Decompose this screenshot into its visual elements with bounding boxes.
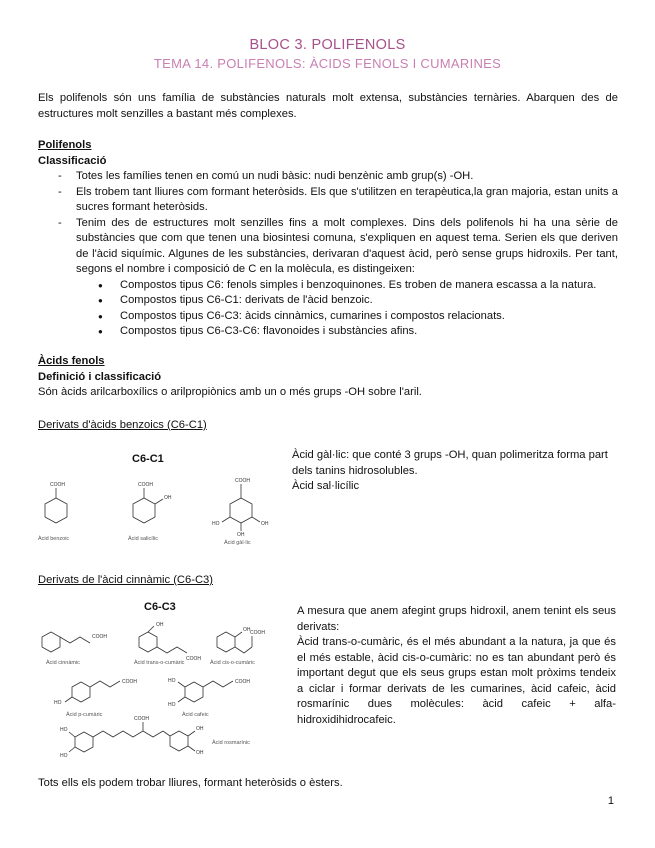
- cooh-label: COOH: [134, 716, 149, 722]
- document-title: BLOC 3. POLIFENOLS: [249, 37, 406, 53]
- oh-label: OH: [261, 521, 269, 527]
- caption-benzoic: Àcid benzoic: [38, 536, 70, 542]
- oh-label: OH: [156, 622, 164, 628]
- cinnamics-description: [297, 604, 616, 728]
- cooh-label: COOH: [138, 482, 153, 488]
- oh-label: OH: [196, 750, 204, 756]
- figure-title: C6-C3: [144, 601, 176, 613]
- definicio-heading: Definició i classificació: [38, 370, 162, 383]
- acids-fenols-heading: Àcids fenols: [38, 355, 105, 367]
- polifenols-section: [38, 138, 618, 340]
- list-item: - Els trobem tant lliures com formant heteròsids. Els que s'utilitzen en terapèutica,la gran majoria, estan units a sucres formant heteròsids.: [38, 185, 618, 216]
- footer-text: Tots ells els podem trobar lliures, formant heteròsids o èsters.: [38, 777, 343, 789]
- p-coumaric-structure: [65, 681, 120, 702]
- cooh-label: COOH: [235, 679, 250, 685]
- caption-rosmarinic: Àcid rosmarínic: [212, 740, 250, 746]
- type-formula: C6-C1:: [206, 294, 242, 306]
- intro-paragraph: Els polifenols són uns família de substàncies naturals molt extensa, substàncies ternàries. Abarquen des de estructures molt senzilles a bastant més complexes.: [38, 92, 618, 120]
- cooh-label: COOH: [250, 630, 265, 636]
- caption-trans-o-coumaric: Àcid trans-o-cumàric: [134, 660, 185, 666]
- cooh-label: COOH: [235, 478, 250, 484]
- benzoics-title: Derivats d'àcids benzoics (C6-C1): [38, 419, 207, 431]
- ho-label: HO: [168, 702, 176, 708]
- classification-list: [38, 169, 618, 278]
- caption-salicylic: Àcid salicílic: [128, 536, 158, 542]
- list-item: - Totes les famílies tenen en comú un nudi bàsic: nudi benzènic amb grup(s) -OH.: [38, 169, 618, 185]
- list-item: - Tenim des de estructures molt senzilles fins a molt complexes. Dins dels polifenols hi ha una sèrie de substàncies que com que tenen una biosintesi comuna, s'expliquen en aquest tema. Serien els que deriven de l'àcid siquímic. Algunes de les substàncies, derivaran d'aquest àcid, però sense grups hidroxils. Per tant, segons el nombre i composició de C en la molècula, es distingeixen:: [38, 216, 618, 278]
- cis-o-coumaric-structure: [217, 632, 252, 653]
- cooh-label: COOH: [186, 656, 201, 662]
- oh-label: OH: [196, 726, 204, 732]
- caption-p-coumaric: Àcid p-cumàric: [66, 712, 103, 718]
- list-item: ● Compostos tipus C6-C3: àcids cinnàmics, cumarines i compostos relacionats.: [120, 309, 618, 325]
- definition-text: Són àcids arilcarboxílics o arilpropiònics amb un o més grups -OH sobre l'aril.: [38, 386, 422, 398]
- caffeic-acid-structure: [178, 681, 233, 702]
- ho-label: HO: [212, 521, 220, 527]
- salicylic-description: Àcid sal·licílic: [292, 480, 360, 492]
- list-item: ● Compostos tipus C6-C1: derivats de l'àcid benzoic.: [120, 293, 618, 309]
- trans-o-coumaric-structure: [139, 626, 187, 653]
- cinnamic-structures-figure: [36, 594, 286, 764]
- rosmarinic-acid-structure: [69, 722, 195, 752]
- compound-types-list: [120, 278, 618, 340]
- oh-label: OH: [164, 495, 172, 501]
- benzoic-acid-structure: [45, 488, 67, 523]
- list-item: ● Compostos tipus C6-C3-C6: flavonoides i substàncies afins.: [120, 324, 618, 340]
- polifenols-heading: Polifenols: [38, 139, 92, 151]
- cinnamics-intro: A mesura que anem afegint grups hidroxil, anem tenint els seus derivats:: [297, 605, 616, 633]
- caption-caffeic: Àcid cafeic: [182, 712, 209, 718]
- cinnamics-detail: Àcid trans-o-cumàric, és el més abundant a la natura, ja que és el més estable, àcid cis-o-cumàric: no es tan abundant però és important degut que els seus grups estan molt pròxims tendeix a ciclar i formar derivats de les cumarines, àcid cafeic, àcid rosmarínic dues molècules: àcid cafeic + alfa-hidroxidihidrocafeic.: [297, 636, 616, 726]
- classificacio-heading: Classificació: [38, 154, 107, 167]
- caption-cis-o-coumaric: Àcid cis-o-cumàric: [210, 660, 255, 666]
- benzoics-description: [292, 448, 616, 495]
- type-formula: C6-C3-C6:: [206, 325, 260, 337]
- oh-label: OH: [237, 532, 245, 538]
- oh-label: OH: [243, 627, 251, 633]
- document-subtitle: TEMA 14. POLIFENOLS: ÀCIDS FENOLS I CUMARINES: [153, 56, 502, 71]
- type-formula: C6-C3:: [206, 309, 242, 322]
- ho-label: HO: [168, 678, 176, 684]
- cooh-label: COOH: [122, 679, 137, 685]
- cooh-label: COOH: [50, 482, 65, 488]
- page-number: 1: [607, 795, 614, 807]
- cinnamics-title: Derivats de l'àcid cinnàmic (C6-C3): [38, 574, 213, 586]
- gallic-description: Àcid gàl·lic: que conté 3 grups -OH, quan polimeritza forma part dels tanins hidrosolubles.: [292, 449, 608, 477]
- ho-label: HO: [60, 753, 68, 759]
- ho-label: HO: [60, 727, 68, 733]
- type-formula: C6:: [206, 278, 224, 291]
- ho-label: HO: [54, 700, 62, 706]
- caption-gallic: Àcid gàl·lic: [224, 540, 251, 546]
- gallic-acid-structure: [222, 484, 260, 531]
- benzoic-structures-figure: [36, 446, 276, 550]
- cooh-label: COOH: [92, 634, 107, 640]
- caption-cinnamic: Àcid cinnàmic: [46, 660, 80, 666]
- figure-title: C6-C1: [132, 453, 164, 465]
- acids-fenols-section: [38, 354, 618, 401]
- list-item: ● Compostos tipus C6: fenols simples i benzoquinones. Es troben de manera escassa a la natura.: [120, 278, 618, 294]
- salicylic-acid-structure: [133, 488, 163, 523]
- cinnamic-acid-structure: [42, 632, 90, 652]
